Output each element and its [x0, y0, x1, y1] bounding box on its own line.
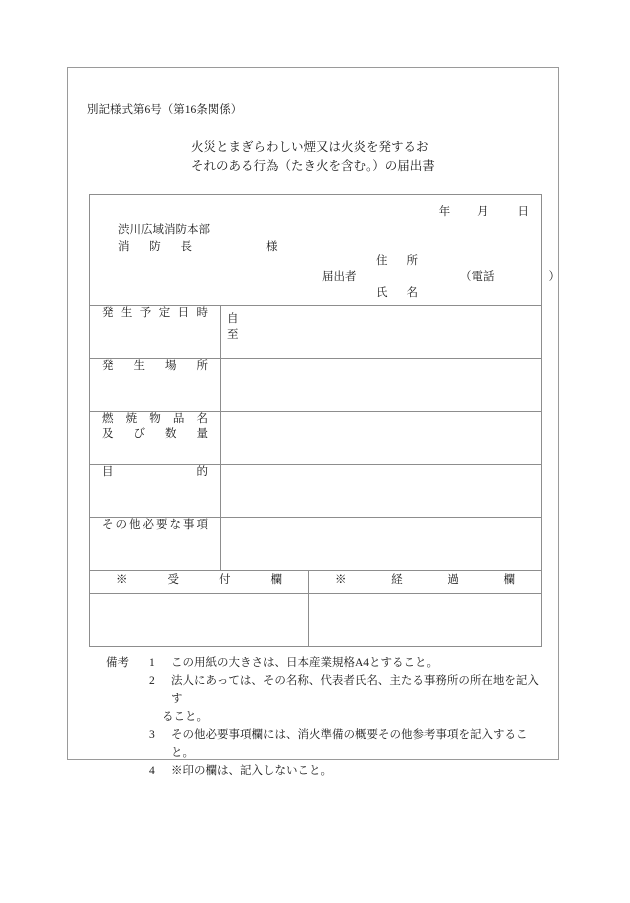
document-title-line-1: 火災とまぎらわしい煙又は火炎を発するお — [191, 140, 429, 154]
row-label-text: その他必要な事項 — [102, 519, 208, 531]
row-label-text: 発生予定日時 — [102, 307, 208, 319]
telephone-close-label: ） — [548, 271, 560, 283]
remarks-item — [106, 654, 546, 672]
row-label-text: 目的 — [102, 466, 208, 478]
row-label-purpose — [90, 465, 221, 518]
from-to-field[interactable] — [221, 306, 541, 343]
table-row — [90, 412, 542, 465]
remarks-item-number: 2 — [149, 675, 155, 687]
date-month-label: 月 — [477, 206, 489, 218]
row-label-occurrence-datetime — [90, 306, 221, 359]
honorific-label: 様 — [266, 241, 278, 253]
row-value-burning-items[interactable] — [221, 412, 542, 465]
telephone-open-label: （電話 — [460, 271, 495, 283]
remarks-item — [106, 762, 546, 780]
remarks-item-text: この用紙の大きさは、日本産業規格A4とすること。 — [171, 657, 439, 669]
chief-row — [118, 239, 278, 256]
applicant-address-label: 住所 — [376, 255, 418, 267]
row-label-burning-items — [90, 412, 221, 465]
remarks-item-number: 4 — [149, 765, 155, 777]
row-label-occurrence-place — [90, 359, 221, 412]
header-address-cell — [90, 195, 560, 306]
row-value-occurrence-datetime[interactable] — [221, 306, 542, 359]
remarks-item — [106, 726, 546, 762]
row-label-text: 燃焼物品名 — [102, 413, 208, 425]
remarks-item-number: 3 — [149, 729, 155, 741]
row-label-text-2: 及び数量 — [102, 428, 208, 440]
remarks-title: 備考 — [106, 657, 129, 669]
remarks-item-continuation: ること。 — [162, 711, 208, 723]
applicant-telephone-field — [460, 269, 560, 285]
table-row — [90, 465, 542, 518]
receipt-header-text: ※受付欄 — [116, 574, 282, 586]
remarks-item — [106, 672, 546, 708]
date-day-label: 日 — [517, 206, 530, 218]
notification-form-table — [89, 194, 560, 647]
row-label-other-matters — [90, 518, 221, 571]
to-label: 至 — [227, 329, 239, 341]
applicant-label: 届出者 — [322, 271, 357, 283]
table-row-receipt-body — [90, 594, 542, 647]
table-row — [90, 518, 542, 571]
applicant-name-label: 氏名 — [376, 287, 418, 299]
document-page — [67, 67, 560, 777]
date-year-label: 年 — [438, 206, 451, 218]
addressee-block — [118, 222, 278, 256]
table-row — [90, 306, 542, 359]
remarks-section — [106, 654, 546, 780]
document-title-line-2: それのある行為（たき火を含む。）の届出書 — [191, 159, 435, 173]
row-value-other-matters[interactable] — [221, 518, 542, 571]
date-line — [439, 203, 529, 219]
remarks-item-text: ※印の欄は、記入しないこと。 — [171, 765, 332, 777]
document-title — [191, 138, 435, 176]
from-label: 自 — [227, 313, 239, 325]
remarks-item-text: その他必要事項欄には、消火準備の概要その他参考事項を記入すること。 — [171, 729, 528, 759]
remarks-item-number: 1 — [149, 657, 155, 669]
table-row-header — [90, 195, 542, 306]
form-code-label: 別記様式第6号（第16条関係） — [87, 104, 243, 116]
progress-column-header — [309, 571, 542, 594]
receipt-column-header — [90, 571, 309, 594]
remarks-item-text: 法人にあっては、その名称、代表者氏名、主たる事務所の所在地を記入す — [171, 675, 539, 705]
progress-header-text: ※経過欄 — [335, 574, 516, 586]
row-value-occurrence-place[interactable] — [221, 359, 542, 412]
row-value-purpose[interactable] — [221, 465, 542, 518]
table-row — [90, 359, 542, 412]
chief-title-label: 消防長 — [118, 241, 192, 253]
progress-column-value[interactable] — [309, 594, 542, 647]
receipt-column-value[interactable] — [90, 594, 309, 647]
table-row-receipt-header — [90, 571, 542, 594]
organization-name: 渋川広域消防本部 — [118, 224, 210, 236]
row-label-text: 発生場所 — [102, 360, 208, 372]
